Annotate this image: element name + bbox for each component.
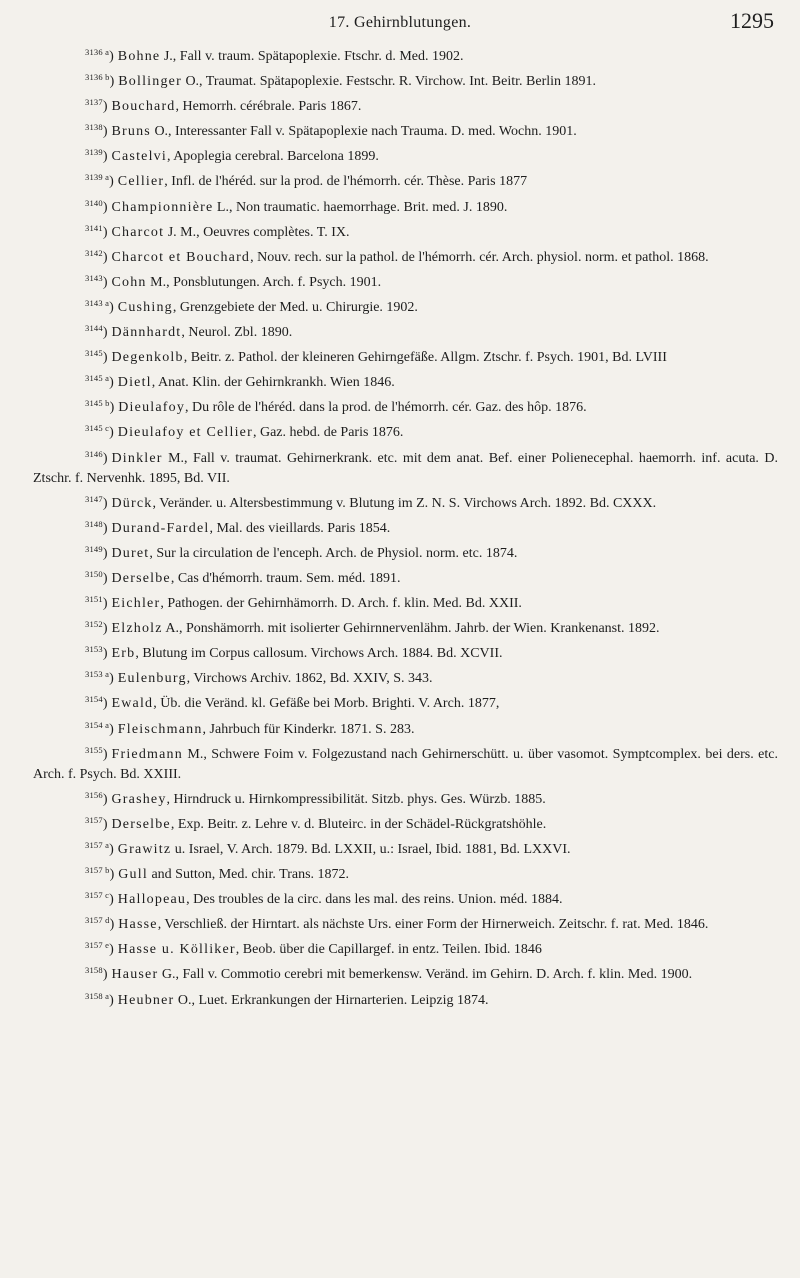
- reference-author: Hauser: [111, 967, 159, 983]
- reference-number-paren: ): [102, 224, 108, 240]
- reference-number-paren: ): [109, 49, 114, 64]
- reference-entry: [33, 885, 778, 910]
- reference-entry: [33, 539, 778, 564]
- reference-entry: [33, 193, 778, 218]
- reference-number: 3155: [85, 744, 103, 755]
- reference-text: , Mal. des vieillards. Paris 1854.: [209, 520, 391, 536]
- reference-author: Heubner: [117, 992, 175, 1008]
- reference-number: 3150: [85, 568, 103, 579]
- reference-author: Cushing: [117, 299, 173, 315]
- reference-number: 3153 a: [85, 669, 110, 680]
- reference-number: 3146: [85, 448, 103, 459]
- reference-text: , Anat. Klin. der Gehirnkrankh. Wien 1846.: [151, 375, 395, 391]
- reference-entry: [33, 715, 778, 740]
- reference-entry: [33, 343, 778, 368]
- reference-text: O., Interessanter Fall v. Spätapoplexie nach Trauma. D. med. Wochn. 1901.: [150, 124, 577, 140]
- reference-author: Charcot et Bouchard: [111, 249, 251, 265]
- reference-author: Fleischmann: [117, 721, 203, 737]
- reference-entry: [33, 418, 778, 443]
- reference-entry: [33, 67, 778, 92]
- reference-author: Championnière: [111, 199, 214, 215]
- reference-entry: [33, 740, 778, 785]
- reference-number-paren: ): [109, 74, 115, 90]
- reference-author: Castelvi: [111, 149, 167, 165]
- reference-author: Bohne: [117, 49, 161, 64]
- reference-text: , Des troubles de la circ. dans les mal. des reins. Union. méd. 1884.: [186, 892, 563, 908]
- reference-number-paren: ): [102, 596, 108, 612]
- reference-text: u. Israel, V. Arch. 1879. Bd. LXXII, u.: Israel, Ibid. 1881, Bd. LXXVI.: [171, 842, 571, 857]
- reference-number-paren: ): [102, 816, 108, 832]
- reference-number-paren: ): [102, 199, 108, 215]
- reference-number-paren: ): [102, 520, 108, 536]
- reference-text: J. M., Oeuvres complètes. T. IX.: [164, 224, 350, 240]
- reference-text: , Hirndruck u. Hirnkompressibilität. Sitzb. phys. Ges. Würzb. 1885.: [166, 791, 546, 807]
- reference-author: Bouchard: [111, 99, 176, 115]
- reference-number-paren: ): [109, 842, 114, 857]
- reference-author: Erb: [111, 646, 136, 662]
- reference-number-paren: ): [102, 545, 108, 561]
- reference-author: Eulenburg: [117, 671, 187, 687]
- reference-author: Charcot: [111, 224, 165, 240]
- reference-entry: [33, 910, 778, 935]
- reference-number: 3149: [85, 543, 103, 554]
- reference-number: 3154 a: [85, 719, 110, 730]
- reference-number: 3145: [85, 348, 103, 359]
- reference-text: , Gaz. hebd. de Paris 1876.: [252, 425, 404, 441]
- reference-entry: [33, 589, 778, 614]
- reference-number: 3147: [85, 493, 103, 504]
- reference-number: 3136 a: [85, 47, 110, 57]
- reference-number-paren: ): [109, 375, 114, 391]
- reference-number-paren: ): [102, 350, 108, 366]
- reference-number: 3157 d: [85, 915, 110, 926]
- reference-number-paren: ): [102, 249, 108, 265]
- reference-number: 3136 b: [85, 72, 110, 83]
- reference-entry: [33, 142, 778, 167]
- reference-entry: [33, 639, 778, 664]
- reference-number: 3140: [85, 197, 103, 208]
- reference-entry: [33, 368, 778, 393]
- reference-text: , Hemorrh. cérébrale. Paris 1867.: [175, 99, 362, 115]
- reference-text: L., Non traumatic. haemorrhage. Brit. med. J. 1890.: [213, 199, 508, 215]
- reference-number-paren: ): [102, 746, 108, 762]
- reference-entry: [33, 986, 778, 1011]
- reference-number: 3139 a: [85, 172, 110, 183]
- reference-entry: [33, 514, 778, 539]
- reference-text: , Virchows Archiv. 1862, Bd. XXIV, S. 343.: [186, 671, 433, 687]
- reference-text: M., Fall v. traumat. Gehirnerkrank. etc. mit dem anat. Bef. einer Polienecephal. haemorrh. inf. acuta. D. Ztschr. f. Nervenhk. 1895, Bd. VII.: [33, 450, 778, 486]
- reference-number-paren: ): [102, 124, 108, 140]
- reference-entry: [33, 243, 778, 268]
- reference-author: Dännhardt: [111, 325, 182, 341]
- reference-number: 3137: [85, 97, 103, 108]
- reference-number-paren: ): [109, 992, 114, 1008]
- reference-author: Hallopeau: [117, 892, 187, 908]
- reference-number-paren: ): [109, 942, 114, 958]
- reference-author: Durand-Fardel: [111, 520, 210, 536]
- reference-number-paren: ): [109, 400, 115, 416]
- reference-number-paren: ): [102, 621, 108, 637]
- reference-number: 3145 c: [85, 423, 110, 434]
- reference-author: Cohn: [111, 274, 147, 290]
- reference-text: G., Fall v. Commotio cerebri mit bemerkensw. Veränd. im Gehirn. D. Arch. f. klin. Med. 1900.: [158, 967, 693, 983]
- reference-number: 3158: [85, 965, 103, 976]
- reference-entry: [33, 614, 778, 639]
- reference-entry: [33, 293, 778, 318]
- reference-author: Dieulafoy et Cellier: [117, 425, 253, 441]
- reference-author: Friedmann: [111, 746, 183, 762]
- reference-author: Bruns: [111, 124, 151, 140]
- reference-number-paren: ): [102, 967, 108, 983]
- reference-number: 3157 b: [85, 865, 110, 876]
- reference-text: O., Luet. Erkrankungen der Hirnarterien. Leipzig 1874.: [174, 992, 489, 1008]
- reference-number: 3138: [85, 122, 103, 133]
- reference-text: O., Traumat. Spätapoplexie. Festschr. R. Virchow. Int. Beitr. Berlin 1891.: [181, 74, 597, 90]
- reference-text: M., Schwere Foim v. Folgezustand nach Gehirnerschütt. u. über vasomot. Symptcomplex. bei ders. etc. Arch. f. Psych. Bd. XXIII.: [33, 746, 778, 782]
- reference-entry: [33, 564, 778, 589]
- reference-number: 3144: [85, 323, 103, 334]
- reference-number-paren: ): [109, 299, 114, 315]
- reference-author: Hasse: [118, 917, 158, 933]
- reference-number: 3157 e: [85, 940, 110, 951]
- reference-number-paren: ): [102, 495, 108, 511]
- reference-author: Dinkler: [111, 450, 163, 466]
- reference-entry: [33, 318, 778, 343]
- reference-text: and Sutton, Med. chir. Trans. 1872.: [147, 867, 350, 883]
- reference-number: 3151: [85, 594, 103, 605]
- reference-author: Grashey: [111, 791, 167, 807]
- reference-number-paren: ): [109, 671, 114, 687]
- reference-author: Derselbe: [111, 816, 171, 832]
- reference-number-paren: ): [102, 450, 108, 466]
- reference-number-paren: ): [109, 721, 114, 737]
- reference-number: 3145 a: [85, 373, 110, 384]
- reference-number-paren: ): [109, 867, 115, 883]
- reference-author: Gull: [118, 867, 148, 883]
- reference-text: , Neurol. Zbl. 1890.: [181, 325, 293, 341]
- reference-author: Grawitz: [117, 842, 172, 857]
- reference-number: 3157 a: [85, 840, 110, 850]
- reference-author: Duret: [111, 545, 150, 561]
- reference-number-paren: ): [102, 570, 108, 586]
- reference-number: 3142: [85, 247, 103, 258]
- reference-text: J., Fall v. traum. Spätapoplexie. Ftschr. d. Med. 1902.: [160, 49, 464, 64]
- reference-number: 3152: [85, 619, 103, 630]
- reference-entry: [33, 268, 778, 293]
- reference-text: , Blutung im Corpus callosum. Virchows Arch. 1884. Bd. XCVII.: [135, 646, 503, 662]
- reference-number: 3148: [85, 518, 103, 529]
- page-number: 1295: [730, 8, 774, 33]
- reference-number-paren: ): [102, 149, 108, 165]
- reference-author: Hasse u. Kölliker: [117, 942, 236, 958]
- reference-list: [33, 42, 778, 1011]
- reference-number-paren: ): [102, 696, 108, 712]
- reference-number: 3145 b: [85, 398, 110, 409]
- reference-text: , Du rôle de l'héréd. dans la prod. de l'hémorrh. cér. Gaz. des hôp. 1876.: [185, 400, 587, 416]
- reference-number-paren: ): [102, 791, 108, 807]
- reference-author: Degenkolb: [111, 350, 184, 366]
- reference-entry: [33, 117, 778, 142]
- reference-author: Elzholz: [111, 621, 163, 637]
- reference-number: 3141: [85, 222, 103, 233]
- reference-entry: [33, 664, 778, 689]
- reference-author: Bollinger: [118, 74, 182, 90]
- reference-entry: [33, 42, 778, 67]
- reference-text: , Exp. Beitr. z. Lehre v. d. Bluteirc. in der Schädel-Rückgratshöhle.: [170, 816, 547, 832]
- reference-entry: [33, 92, 778, 117]
- reference-entry: [33, 810, 778, 835]
- reference-text: , Beob. über die Capillargef. in entz. Teilen. Ibid. 1846: [235, 942, 542, 958]
- reference-author: Dürck: [111, 495, 153, 511]
- reference-text: , Sur la circulation de l'enceph. Arch. de Physiol. norm. etc. 1874.: [149, 545, 518, 561]
- reference-text: , Verschließ. der Hirntart. als nächste Urs. einer Form der Hirnerweich. Zeitschr. f. rat. Med. 1846.: [157, 917, 709, 933]
- reference-number: 3153: [85, 644, 103, 655]
- reference-entry: [33, 218, 778, 243]
- running-title: 17. Gehirnblutungen.: [328, 14, 472, 31]
- reference-text: , Apoplegia cerebral. Barcelona 1899.: [166, 149, 379, 165]
- reference-number-paren: ): [102, 325, 108, 341]
- reference-text: , Beitr. z. Pathol. der kleineren Gehirngefäße. Allgm. Ztschr. f. Psych. 1901, Bd. LVIII: [183, 350, 667, 366]
- reference-text: , Pathogen. der Gehirnhämorrh. D. Arch. f. klin. Med. Bd. XXII.: [160, 596, 522, 612]
- reference-number: 3143 a: [85, 297, 110, 308]
- reference-entry: [33, 935, 778, 960]
- reference-text: , Üb. die Veränd. kl. Gefäße bei Morb. Brighti. V. Arch. 1877,: [153, 696, 500, 712]
- reference-number-paren: ): [102, 646, 108, 662]
- reference-text: , Veränder. u. Altersbestimmung v. Blutung im Z. N. S. Virchows Arch. 1892. Bd. CXXX.: [152, 495, 657, 511]
- reference-text: , Grenzgebiete der Med. u. Chirurgie. 1902.: [172, 299, 418, 315]
- reference-entry: [33, 835, 778, 860]
- reference-author: Cellier: [117, 174, 165, 190]
- reference-entry: [33, 689, 778, 714]
- reference-number: 3157: [85, 814, 103, 825]
- reference-number-paren: ): [109, 892, 114, 908]
- reference-number: 3143: [85, 272, 103, 283]
- reference-number: 3157 c: [85, 890, 110, 901]
- reference-entry: [33, 860, 778, 885]
- reference-number: 3154: [85, 694, 103, 705]
- reference-text: , Infl. de l'héréd. sur la prod. de l'hémorrh. cér. Thèse. Paris 1877: [164, 174, 528, 190]
- reference-author: Derselbe: [111, 570, 171, 586]
- reference-author: Dietl: [117, 375, 152, 391]
- reference-text: M., Ponsblutungen. Arch. f. Psych. 1901.: [146, 274, 382, 290]
- reference-author: Ewald: [111, 696, 154, 712]
- reference-number: 3139: [85, 147, 103, 158]
- reference-entry: [33, 444, 778, 489]
- reference-text: , Nouv. rech. sur la pathol. de l'hémorrh. cér. Arch. physiol. norm. et pathol. 1868.: [250, 249, 709, 265]
- reference-number: 3156: [85, 789, 103, 800]
- reference-number-paren: ): [102, 274, 108, 290]
- page-header: [0, 6, 800, 36]
- reference-number-paren: ): [109, 425, 114, 441]
- reference-number-paren: ): [109, 174, 114, 190]
- reference-entry: [33, 167, 778, 192]
- reference-entry: [33, 960, 778, 985]
- reference-text: , Cas d'hémorrh. traum. Sem. méd. 1891.: [170, 570, 401, 586]
- reference-author: Dieulafoy: [118, 400, 186, 416]
- reference-entry: [33, 489, 778, 514]
- reference-text: , Jahrbuch für Kinderkr. 1871. S. 283.: [202, 721, 415, 737]
- reference-number-paren: ): [109, 917, 115, 933]
- reference-number: 3158 a: [85, 990, 110, 1001]
- reference-text: A., Ponshämorrh. mit isolierter Gehirnnervenlähm. Jahrb. der Wien. Krankenanst. 1892.: [162, 621, 660, 637]
- reference-entry: [33, 785, 778, 810]
- reference-author: Eichler: [111, 596, 161, 612]
- reference-entry: [33, 393, 778, 418]
- reference-number-paren: ): [102, 99, 108, 115]
